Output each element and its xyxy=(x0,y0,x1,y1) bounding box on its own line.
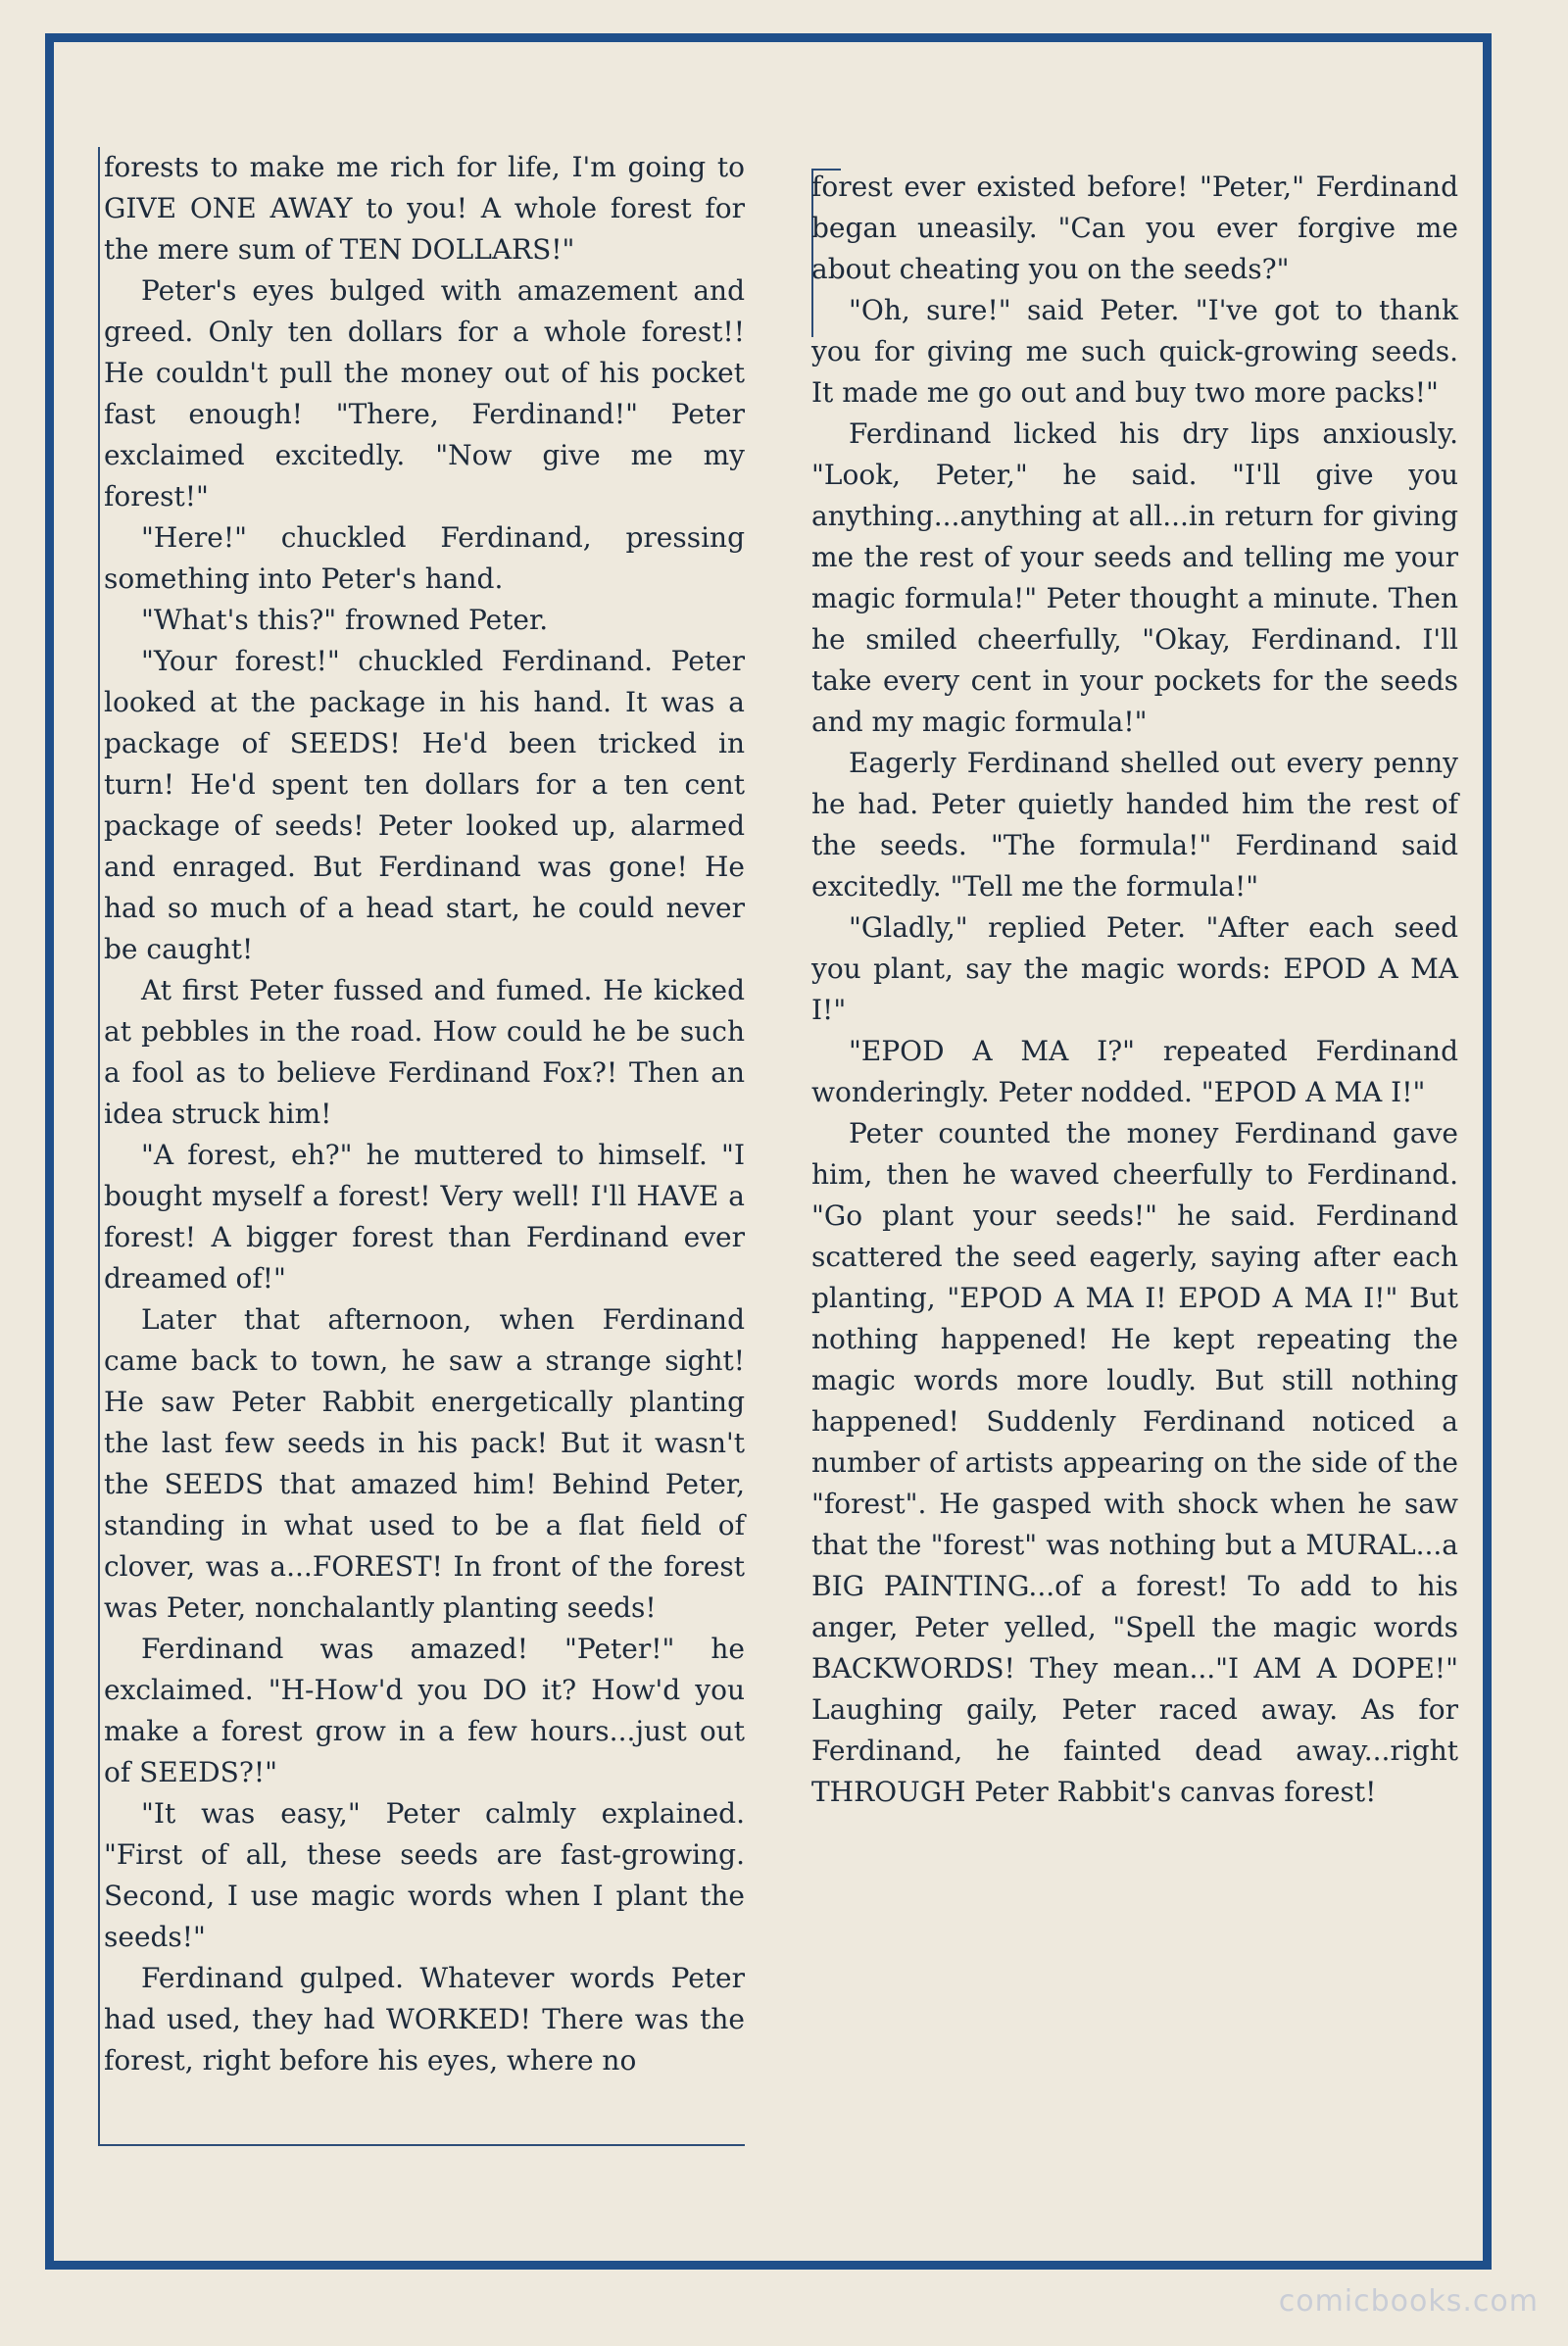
paragraph: Eagerly Ferdinand shelled out every penny he had. Peter quietly handed him the rest of the seeds. "The formula!" Ferdinand said excitedly. "Tell me the formula!" xyxy=(811,747,1458,903)
paragraph: "Here!" chuckled Ferdinand, pressing something into Peter's hand. xyxy=(104,521,745,595)
paragraph: Ferdinand was amazed! "Peter!" he exclaimed. "H-How'd you DO it? How'd you make a forest grow in a few hours...just out of SEEDS?!" xyxy=(104,1633,745,1788)
paragraph: Ferdinand gulped. Whatever words Peter had used, they had WORKED! There was the forest, right before his eyes, where no xyxy=(104,1962,745,2077)
paragraph: Ferdinand licked his dry lips anxiously. "Look, Peter," he said. "I'll give you anything...anything at all...in return for giving me the rest of your seeds and telling me your magic formula!" Peter thought a minute. Then he smiled cheerfully, "Okay, Ferdinand. I'll take every cent in your pockets for the seeds and my magic formula!" xyxy=(811,417,1458,738)
paragraph: Later that afternoon, when Ferdinand came back to town, he saw a strange sight! He saw Peter Rabbit energetically planting the last few seeds in his pack! But it wasn't the SEEDS that amazed him! Behind Peter, standing in what used to be a flat field of clover, was a...FOREST! In front of the forest was Peter, nonchalantly planting seeds! xyxy=(104,1303,745,1624)
paragraph: "Oh, sure!" said Peter. "I've got to thank you for giving me such quick-growing seeds. It made me go out and buy two more packs!" xyxy=(811,294,1458,409)
paragraph: "Your forest!" chuckled Ferdinand. Peter looked at the package in his hand. It was a package of SEEDS! He'd been tricked in turn! He'd spent ten dollars for a ten cent package of seeds! Peter looked up, alarmed and enraged. But Ferdinand was gone! He had so much of a head start, he could never be caught! xyxy=(104,645,745,965)
watermark: comicbooks.com xyxy=(1278,2284,1539,2319)
paragraph: "Gladly," replied Peter. "After each seed you plant, say the magic words: EPOD A MA I!" xyxy=(811,911,1458,1026)
paragraph: Peter's eyes bulged with amazement and greed. Only ten dollars for a whole forest!! He couldn't pull the money out of his pocket fast enough! "There, Ferdinand!" Peter exclaimed excitedly. "Now give me my forest!" xyxy=(104,274,745,513)
text-column-left xyxy=(98,147,745,2146)
paragraph: Peter counted the money Ferdinand gave him, then he waved cheerfully to Ferdinand. "Go plant your seeds!" he said. Ferdinand scattered the seed eagerly, saying after each planting, "EPOD A MA I! EPOD A MA I!" But nothing happened! He kept repeating the magic words more loudly. But still nothing happened! Suddenly Ferdinand noticed a number of artists appearing on the side of the "forest". He gasped with shock when he saw that the "forest" was nothing but a MURAL...a BIG PAINTING...of a forest! To add to his anger, Peter yelled, "Spell the magic words BACKWORDS! They mean..."I AM A DOPE!" Laughing gaily, Peter raced away. As for Ferdinand, he fainted dead away...right THROUGH Peter Rabbit's canvas forest! xyxy=(811,1117,1458,1808)
paragraph: "What's this?" frowned Peter. xyxy=(141,604,549,636)
paragraph: "A forest, eh?" he muttered to himself. "I bought myself a forest! Very well! I'll HAVE a forest! A bigger forest than Ferdinand ever dreamed of!" xyxy=(104,1139,745,1295)
text-column-right xyxy=(811,167,1458,2117)
paragraph: "EPOD A MA I?" repeated Ferdinand wonderingly. Peter nodded. "EPOD A MA I!" xyxy=(811,1035,1458,1108)
paragraph: forests to make me rich for life, I'm going to GIVE ONE AWAY to you! A whole forest for the mere sum of TEN DOLLARS!" xyxy=(104,151,745,266)
paragraph: forest ever existed before! "Peter," Ferdinand began uneasily. "Can you ever forgive me about cheating you on the seeds?" xyxy=(811,171,1458,285)
paragraph: At first Peter fussed and fumed. He kicked at pebbles in the road. How could he be such a fool as to believe Ferdinand Fox?! Then an idea struck him! xyxy=(104,974,745,1130)
paragraph: "It was easy," Peter calmly explained. "First of all, these seeds are fast-growing. Second, I use magic words when I plant the seeds!" xyxy=(104,1797,745,1953)
